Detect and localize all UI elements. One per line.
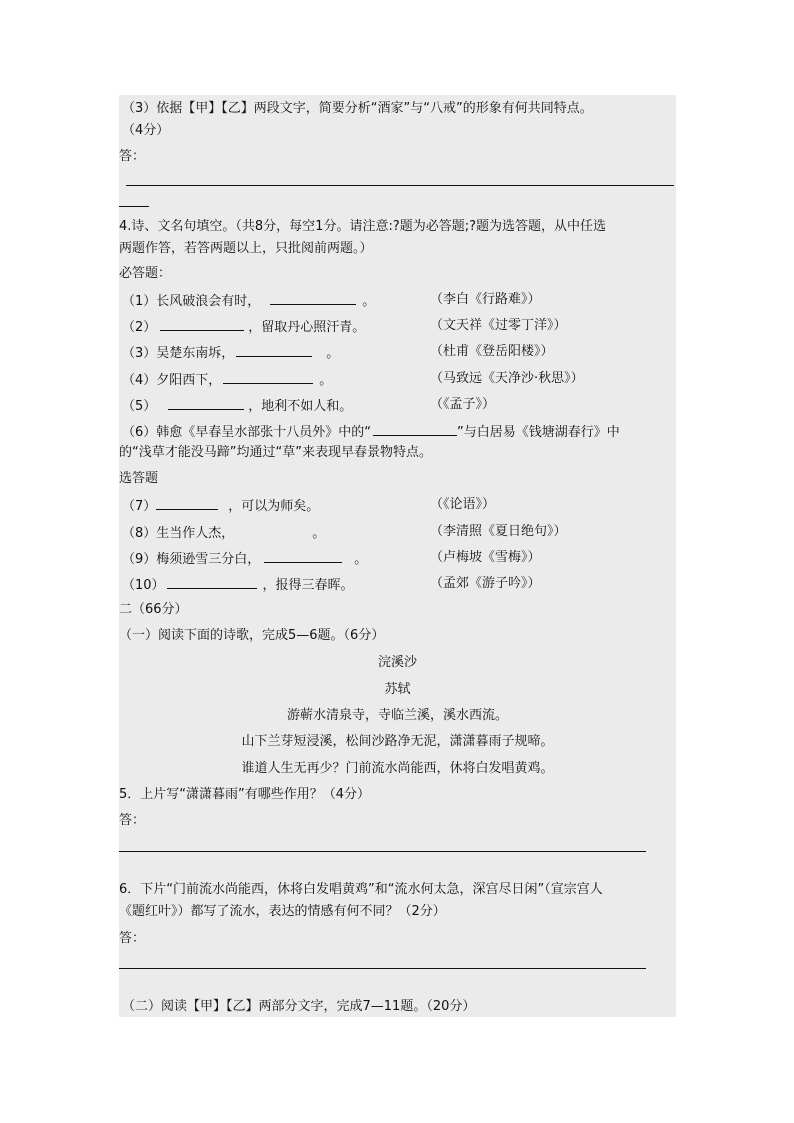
fill-item-1: （1）长风破浪会有时， 。 — [122, 294, 376, 309]
question-3-text: （3）依据【甲】【乙】两段文字，简要分析“酒家”与“八戒”的形象有何共同特点。 — [122, 101, 593, 116]
blank-7[interactable] — [156, 497, 218, 510]
question-5-answer-line[interactable] — [119, 851, 646, 852]
answer-line[interactable] — [126, 185, 674, 186]
poem-line-2: 山下兰芽短浸溪，松间沙路净无泥，潇潇暮雨子规啼。 — [241, 734, 554, 749]
section-2-title: 二（66分） — [119, 602, 188, 617]
fill-item-3: （3）吴楚东南坼， 。 — [122, 346, 340, 361]
answer-line-tail[interactable] — [119, 206, 149, 207]
question-6-answer-label: 答： — [119, 931, 146, 946]
part-2-heading: （二）阅读【甲】【乙】两部分文字，完成7—11题。（20分） — [122, 999, 476, 1014]
fill-item-2: （2） ，留取丹心照汗青。 — [122, 320, 366, 335]
source-8: （李清照《夏日绝句》） — [430, 524, 567, 539]
fill-item-8: （8）生当作人杰， 。 — [122, 526, 326, 541]
question-4-line1: 4.诗、文名句填空。（共8分，每空1分。请注意:?题为必答题;?题为选答题，从中任选 — [119, 219, 607, 234]
optional-label: 选答题 — [119, 471, 159, 486]
question-5-text: 5．上片写“潇潇暮雨”有哪些作用？（4分） — [119, 787, 371, 802]
part-1-heading: （一）阅读下面的诗歌，完成5—6题。（6分） — [119, 628, 385, 643]
blank-1[interactable] — [270, 292, 356, 305]
fill-item-4: （4）夕阳西下， 。 — [122, 373, 333, 388]
question-6-line1: 6．下片“门前流水尚能西，休将白发唱黄鸡”和“流水何太急，深宫尽日闲”（宣宗宫人 — [119, 882, 603, 897]
source-9: （卢梅坡《雪梅》） — [430, 550, 541, 565]
fill-item-6: （6）韩愈《早春呈水部张十八员外》中的“ ”与白居易《钱塘湖春行》中 — [122, 425, 620, 440]
blank-5[interactable] — [168, 397, 244, 410]
question-3-score: （4分） — [122, 123, 170, 138]
question-6-answer-line[interactable] — [119, 968, 646, 969]
poem-author: 苏轼 — [384, 682, 411, 697]
source-3: （杜甫《登岳阳楼》） — [430, 344, 554, 359]
fill-item-7: （7） ，可以为师矣。 — [122, 499, 320, 514]
blank-3[interactable] — [236, 344, 312, 357]
poem-line-3: 谁道人生无再少？门前流水尚能西，休将白发唱黄鸡。 — [241, 761, 554, 776]
question-4-line2: 两题作答，若答两题以上，只批阅前两题。） — [119, 241, 373, 256]
fill-item-6-line2: 的“浅草才能没马蹄”均通过“草”来表现早春景物特点。 — [119, 445, 432, 460]
fill-item-9: （9）梅须逊雪三分白， 。 — [122, 552, 368, 567]
blank-8[interactable] — [234, 524, 298, 537]
required-label: 必答题： — [119, 266, 172, 281]
source-5: （《孟子》） — [430, 397, 496, 412]
question-5-answer-label: 答： — [119, 813, 146, 828]
source-2: （文天祥《过零丁洋》） — [430, 318, 567, 333]
blank-2[interactable] — [160, 318, 244, 331]
poem-title: 浣溪沙 — [377, 655, 417, 670]
fill-item-10: （10） ，报得三春晖。 — [122, 578, 354, 593]
fill-item-5: （5） ，地利不如人和。 — [122, 399, 353, 414]
source-10: （孟郊《游子吟》） — [430, 576, 541, 591]
poem-line-1: 游蕲水清泉寺，寺临兰溪，溪水西流。 — [286, 708, 508, 723]
blank-9[interactable] — [264, 550, 342, 563]
source-7: （《论语》） — [430, 497, 496, 512]
question-6-line2: 《题红叶》）都写了流水，表达的情感有何不同？（2分） — [119, 904, 446, 919]
blank-10[interactable] — [167, 576, 257, 589]
blank-6[interactable] — [373, 423, 457, 436]
source-1: （李白《行路难》） — [430, 292, 541, 307]
question-3-answer-label: 答： — [119, 149, 146, 164]
blank-4[interactable] — [223, 371, 313, 384]
source-4: （马致远《天净沙·秋思》） — [430, 371, 584, 386]
